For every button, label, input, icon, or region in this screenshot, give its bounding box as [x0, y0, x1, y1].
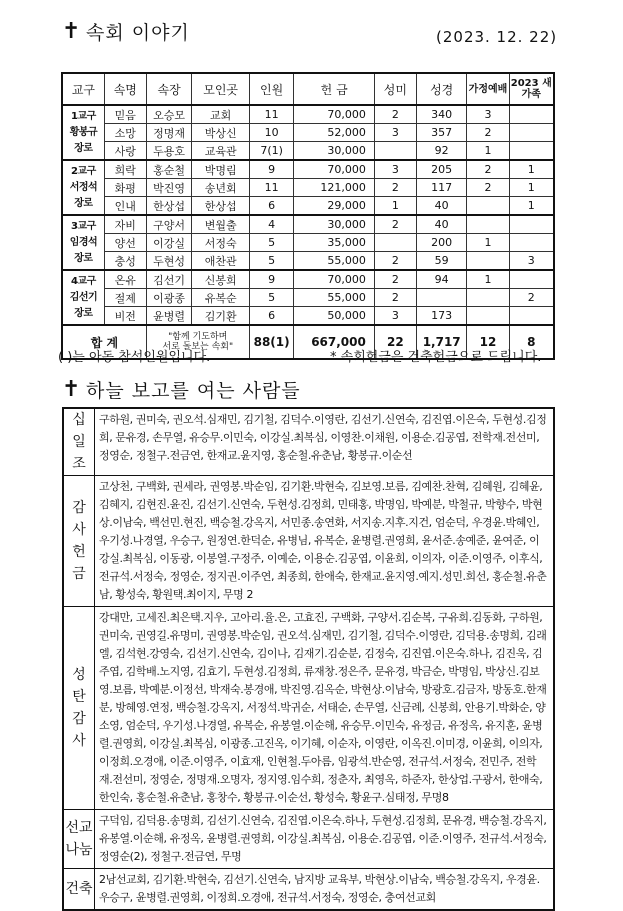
district-label-line: 2교구: [71, 165, 96, 177]
district-label-line: 장로: [74, 197, 93, 209]
table-cell: 340: [416, 105, 467, 124]
district-label-line: 3교구: [71, 220, 96, 232]
table-cell: [509, 124, 554, 142]
table-cell: 357: [416, 124, 467, 142]
col-header: 교구: [62, 73, 104, 105]
table-cell: [509, 270, 554, 289]
table-cell: 173: [416, 307, 467, 326]
col-header: 2023 새가족: [509, 73, 554, 105]
table-row: [62, 307, 554, 326]
table-cell: 2: [374, 105, 416, 124]
table-cell: 92: [416, 142, 467, 161]
table-cell: 홍순철: [146, 160, 192, 179]
table-cell: 양선: [104, 234, 146, 252]
table-cell: 55,000: [294, 252, 374, 271]
table-cell: [509, 307, 554, 326]
table-cell: 교회: [192, 105, 249, 124]
table-cell: 2: [467, 179, 509, 197]
table-cell: 94: [416, 270, 467, 289]
table-row: [62, 234, 554, 252]
offering-category: [63, 810, 95, 869]
table-cell: 70,000: [294, 105, 374, 124]
offering-table: [62, 407, 555, 911]
table-cell: 40: [416, 197, 467, 216]
table-cell: 3: [509, 252, 554, 271]
offering-row: [63, 607, 554, 810]
district-label: [62, 160, 104, 215]
table-cell: 2: [467, 124, 509, 142]
table-cell: 3: [467, 105, 509, 124]
table-cell: [374, 234, 416, 252]
offering-category: [63, 607, 95, 810]
offering-category-line: 십: [72, 412, 86, 428]
table-cell: 윤병렬: [146, 307, 192, 326]
table-cell: 절제: [104, 289, 146, 307]
table-cell: 애찬관: [192, 252, 249, 271]
col-header: 속장: [146, 73, 192, 105]
table-cell: 5: [249, 289, 294, 307]
table-cell: 박상신: [192, 124, 249, 142]
district-label-line: 서정석: [69, 181, 98, 193]
table-cell: 사랑: [104, 142, 146, 161]
table-cell: 10: [249, 124, 294, 142]
table-cell: 30,000: [294, 215, 374, 234]
table-cell: 2: [374, 270, 416, 289]
offering-row: [63, 408, 554, 476]
total-cell: 12: [467, 325, 509, 359]
offering-category-line: 사: [72, 522, 86, 538]
table-cell: 인내: [104, 197, 146, 216]
table-cell: 1: [467, 142, 509, 161]
table-cell: 믿음: [104, 105, 146, 124]
table-cell: 29,000: [294, 197, 374, 216]
table-cell: [467, 289, 509, 307]
offering-row: [63, 476, 554, 607]
col-header: 헌 금: [294, 73, 374, 105]
offering-category-line: 선교: [65, 820, 93, 836]
table-cell: 55,000: [294, 289, 374, 307]
total-cell: 667,000: [294, 325, 374, 359]
offering-category-line: 조: [72, 456, 86, 472]
district-label: [62, 105, 104, 160]
table-cell: [467, 197, 509, 216]
table-cell: [416, 289, 467, 307]
table-cell: 70,000: [294, 160, 374, 179]
table-cell: 1: [467, 270, 509, 289]
table-cell: [467, 215, 509, 234]
table-cell: 30,000: [294, 142, 374, 161]
table-cell: 5: [249, 252, 294, 271]
table-cell: 35,000: [294, 234, 374, 252]
table-cell: [374, 142, 416, 161]
district-label-line: 김선기: [69, 291, 98, 303]
table-cell: 52,000: [294, 124, 374, 142]
table-row: [62, 197, 554, 216]
table-cell: 7(1): [249, 142, 294, 161]
table-cell: 1: [374, 197, 416, 216]
table-cell: 9: [249, 270, 294, 289]
date-label: (2023. 12. 22): [436, 28, 558, 46]
table-cell: 서정숙: [192, 234, 249, 252]
table-cell: 소망: [104, 124, 146, 142]
col-header: 가정예배: [467, 73, 509, 105]
offering-category-line: 건축: [65, 881, 93, 897]
table-cell: 3: [374, 307, 416, 326]
district-label-line: 임경석: [69, 236, 98, 248]
table-cell: 121,000: [294, 179, 374, 197]
offering-names: 고상천, 구백화, 권세라, 권영봉.박순임, 김기환.박현숙, 김보영.보름, 김예찬.찬혁, 김혜원, 김혜윤, 김혜지, 김현진.윤진, 김선기.신연숙, 두현성.김정희, 민태홍, 박명임, 박예분, 박철규, 박향수, 박현상.이남숙, 백선민.현진, 백승철.강옥지, 서민종.송연화, 서지송.지후.지건, 엄순덕, 우경윤.박혜인, 우기성.나경열, 우승구, 원정연.한덕순, 유병님, 유복순, 윤병렬.권영희, 윤서준.송예준, 윤여준, 이강실.최복심, 이동광, 이봉열.구정주, 이예순, 이용순.김공엽, 이윤희, 이의자, 이준.이영주, 이후식, 전규석.서정숙, 정영순, 정지권.이주연, 최종희, 한애숙, 한재교.윤지영.예지.성민.희선, 홍순철.유춘남, 황성숙, 황원택.최이지, 무명 2: [95, 476, 555, 607]
meeting-table: [61, 72, 555, 360]
offering-names: 구하원, 권미숙, 권오석.심재민, 김기철, 김덕수.이영란, 김선기.신연숙, 김진엽.이은숙, 두현성.김정희, 문유경, 손무열, 유승무.이민숙, 이강실.최복심, 이영찬.이채원, 이용순.김공엽, 전학재.전선미, 정영순, 정철구.전금연, 한재교.윤지영, 홍순철.유춘남, 황봉규.이순선: [95, 408, 555, 476]
table-cell: 유복순: [192, 289, 249, 307]
col-header: 속명: [104, 73, 146, 105]
offering-names: 구덕임, 김덕용.송명희, 김선기.신연숙, 김진엽.이은숙.하나, 두현성.김정희, 문유경, 백승철.강옥지, 유봉열.이순해, 유정옥, 윤병렬.권영희, 이강실.최복심, 이용순.김공엽, 이준.이영주, 전규석.서정숙, 정영순(2), 정철구.전금연, 무명: [95, 810, 555, 869]
offering-row: [63, 810, 554, 869]
table-cell: 화평: [104, 179, 146, 197]
table-cell: 1: [467, 234, 509, 252]
table-cell: 11: [249, 105, 294, 124]
table-row: [62, 215, 554, 234]
table-row: [62, 270, 554, 289]
table-cell: 박진영: [146, 179, 192, 197]
table-cell: 이광종: [146, 289, 192, 307]
offering-category: [63, 408, 95, 476]
offering-row: [63, 869, 554, 911]
offering-names: 2남선교회, 김기환.박현숙, 김선기.신연숙, 남지방 교육부, 박현상.이남숙, 백승철.강옥지, 우경윤.우승구, 윤병렬.권영희, 이정희.오경애, 전규석.서정숙, 정영순, 충여선교회: [95, 869, 555, 911]
table-row: [62, 105, 554, 124]
table-cell: 송년회: [192, 179, 249, 197]
district-label-line: 장로: [74, 142, 93, 154]
table-cell: [509, 105, 554, 124]
table-cell: 2: [467, 160, 509, 179]
slogan-line: "함께 기도하며: [168, 332, 228, 342]
table-cell: 김기환: [192, 307, 249, 326]
table-header-row: [62, 73, 554, 105]
table-cell: 충성: [104, 252, 146, 271]
section-title: 하늘 보고를 여는 사람들: [86, 380, 301, 402]
table-cell: 9: [249, 160, 294, 179]
table-cell: [509, 142, 554, 161]
offering-category: [63, 476, 95, 607]
table-cell: 200: [416, 234, 467, 252]
table-cell: 김선기: [146, 270, 192, 289]
section-header-meeting: [62, 18, 190, 45]
total-cell: 8: [509, 325, 554, 359]
table-cell: 2: [374, 252, 416, 271]
note-offering: * 속회헌금은 건축헌금으로 드립니다.: [330, 350, 542, 365]
table-cell: 70,000: [294, 270, 374, 289]
table-cell: 2: [374, 179, 416, 197]
col-header: 인원: [249, 73, 294, 105]
table-cell: 온유: [104, 270, 146, 289]
table-cell: 1: [509, 197, 554, 216]
district-label: [62, 215, 104, 270]
table-cell: 오승모: [146, 105, 192, 124]
table-cell: 59: [416, 252, 467, 271]
table-cell: 2: [374, 215, 416, 234]
table-cell: 5: [249, 234, 294, 252]
total-label: 합 계: [62, 325, 146, 359]
table-cell: 205: [416, 160, 467, 179]
col-header: 성경: [416, 73, 467, 105]
district-label-line: 4교구: [71, 275, 96, 287]
district-label-line: 황봉규: [69, 126, 98, 138]
table-cell: 한상섭: [146, 197, 192, 216]
table-cell: 비전: [104, 307, 146, 326]
offering-category-line: 감: [72, 500, 86, 516]
table-row: [62, 252, 554, 271]
table-cell: 두용호: [146, 142, 192, 161]
offering-category-line: 감: [72, 711, 86, 727]
table-cell: 3: [374, 124, 416, 142]
table-row: [62, 142, 554, 161]
table-cell: 자비: [104, 215, 146, 234]
table-row: [62, 289, 554, 307]
table-cell: 구양서: [146, 215, 192, 234]
table-row: [62, 160, 554, 179]
total-cell: 1,717: [416, 325, 467, 359]
total-cell: 88(1): [249, 325, 294, 359]
offering-category-line: 일: [72, 434, 86, 450]
table-cell: 신봉희: [192, 270, 249, 289]
offering-category-line: 나눔: [65, 842, 93, 858]
table-cell: 희락: [104, 160, 146, 179]
table-row: [62, 124, 554, 142]
note-children: ( )는 아동 참석인원입니다.: [58, 350, 211, 365]
table-cell: 1: [509, 179, 554, 197]
district-label: [62, 270, 104, 325]
table-cell: 변월출: [192, 215, 249, 234]
cross-icon: ✝: [62, 19, 81, 44]
offering-category-line: 사: [72, 733, 86, 749]
district-label-line: 장로: [74, 252, 93, 264]
table-cell: 두현성: [146, 252, 192, 271]
table-cell: 3: [374, 160, 416, 179]
table-cell: [509, 215, 554, 234]
offering-category-line: 성: [72, 667, 86, 683]
section-header-offering: [62, 376, 301, 403]
total-cell: 22: [374, 325, 416, 359]
table-cell: [467, 307, 509, 326]
table-cell: 40: [416, 215, 467, 234]
table-cell: 이강실: [146, 234, 192, 252]
cross-icon: ✝: [62, 377, 81, 402]
table-cell: [509, 234, 554, 252]
col-header: 성미: [374, 73, 416, 105]
table-cell: 11: [249, 179, 294, 197]
table-cell: 2: [374, 289, 416, 307]
table-row: [62, 179, 554, 197]
district-label-line: 장로: [74, 307, 93, 319]
slogan-line: 서로 돌보는 속회": [162, 342, 234, 352]
table-cell: 50,000: [294, 307, 374, 326]
table-cell: [467, 252, 509, 271]
offering-category-line: 탄: [72, 689, 86, 705]
section-title: 속회 이야기: [86, 22, 190, 44]
table-cell: 정명재: [146, 124, 192, 142]
offering-category-line: 헌: [72, 544, 86, 560]
table-cell: 6: [249, 197, 294, 216]
offering-category: [63, 869, 95, 911]
district-label-line: 1교구: [71, 110, 96, 122]
col-header: 모인곳: [192, 73, 249, 105]
table-cell: 4: [249, 215, 294, 234]
table-cell: 박명림: [192, 160, 249, 179]
table-cell: 한상섭: [192, 197, 249, 216]
table-cell: 교육관: [192, 142, 249, 161]
table-cell: 6: [249, 307, 294, 326]
table-cell: 2: [509, 289, 554, 307]
table-cell: 117: [416, 179, 467, 197]
offering-category-line: 금: [72, 566, 86, 582]
table-cell: 1: [509, 160, 554, 179]
offering-names: 강대만, 고세진.최은택.지우, 고아리.율.은, 고효진, 구백화, 구양서.김순복, 구유희.김동화, 구하원, 권미숙, 권영길.유명미, 권영봉.박순임, 권오석.심재민, 김기철, 김덕수.이영란, 김덕용.송명희, 김래엘, 김석현.강영숙, 김선기.신연숙, 김이나, 김재기.김순분, 김정숙, 김진엽.이은숙.하나, 김진욱, 김주엽, 김학배.노지영, 김효기, 두현성.김정희, 류재창.정은주, 문유경, 박금순, 박명임, 박상신.김보영.보름, 박예분.이정선, 박재숙.봉경애, 박진영.김옥순, 박현상.이남숙, 방광호.김금자, 방동호.한재분, 방혜영.연정, 백승철.강옥지, 서정석.박귀순, 서태순, 손무열, 신금례, 신봉희, 안용기.박화순, 양소영, 엄순덕, 우기성.나경열, 유복순, 유봉열.이순해, 유승무.이민숙, 유정금, 유정옥, 유지훈, 윤병렬.권영희, 이강실.최복심, 이광종.고진옥, 이기혜, 이순자, 이영란, 이옥진.이미경, 이윤희, 이의자, 이정희.오경애, 이준.이영주, 이효재, 인현철.두아름, 임광석.반순영, 전규석.서정숙, 전민주, 전학재.전선미, 정영순, 정명재.오명자, 정지영.임수희, 정춘자, 최영옥, 하준자, 한상업.구광서, 한애숙, 한인숙, 홍순철.유춘남, 홍창수, 황봉규.이순선, 황성숙, 황윤구.심태정, 무명8: [95, 607, 555, 810]
